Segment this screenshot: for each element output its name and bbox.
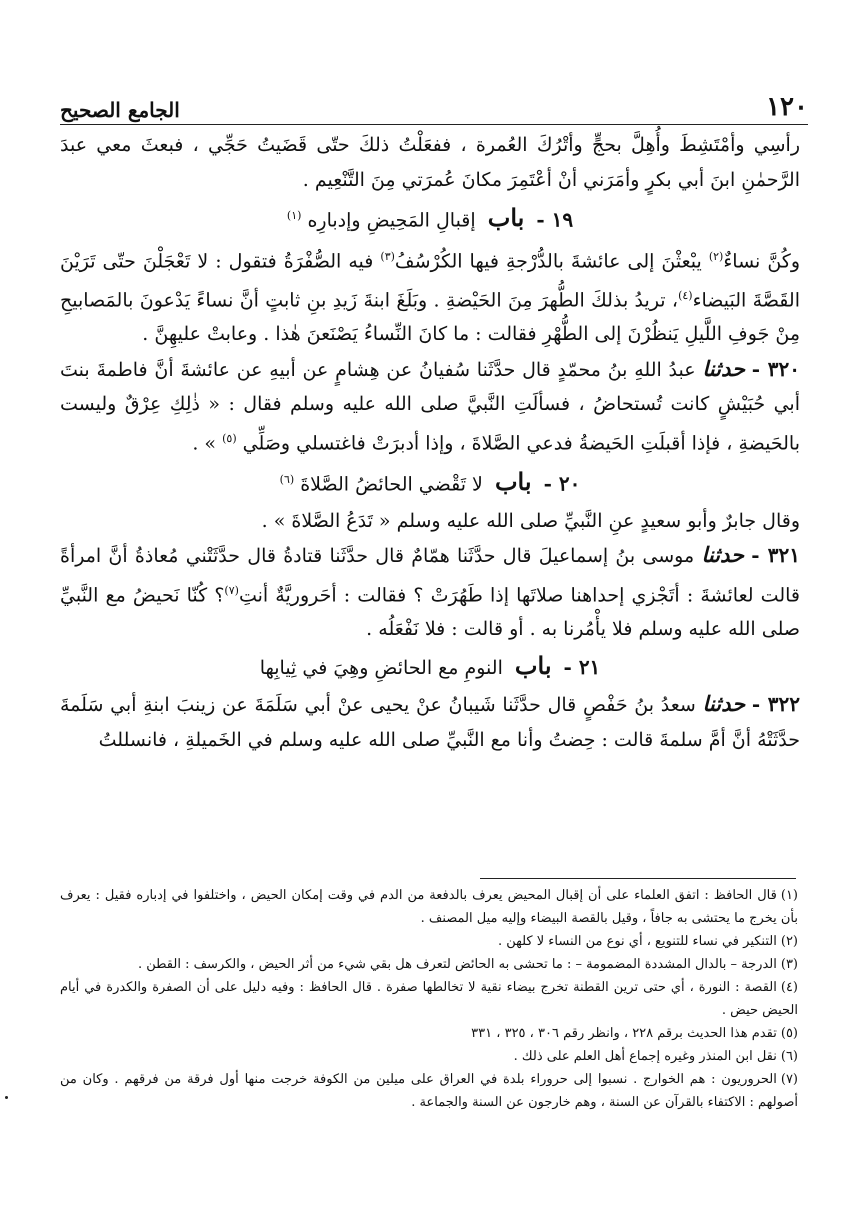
footnote	[60, 976, 798, 1022]
footnote-ref: (٢)	[708, 249, 724, 263]
hadith-number: ٣٢٠ -	[751, 356, 800, 381]
chapter-heading-20	[60, 463, 800, 502]
footnote-ref: (٥)	[222, 431, 237, 445]
hadith-321: ٣٢١ - حدثنا موسى بنُ إسماعيلَ قال حدَّثَنا همّامٌ قال حدَّثَنا قتادةُ قال حدَّثَتْني مُعاذةُ أنَّ امرأةً قالت لعائشةَ : أتَجْزي إحداهنا صلاتَها إذا طَهُرَتْ ؟ فقالت : أحَروريَّةٌ أنتِ$^{(٧)}$؟ كُنّا نَحيضُ مع النَّبيِّ صلى الله عليه وسلم فلا يأْمُرنا به . أو قالت : فلا نَفْعَلُه .	[60, 542, 801, 641]
footnote-text: التنكير في نساء للتنويع ، أي نوع من النساء لا كلهن .	[497, 934, 777, 949]
footnote	[60, 1045, 798, 1068]
chapter-label: باب	[494, 467, 532, 497]
chapter-label: باب	[514, 650, 552, 680]
footnote	[60, 930, 798, 953]
footnote-text: القصة : النورة ، أي حتى ترين القطنة تخرج بيضاء نقية لا تخالطها صفرة . قال الحافظ : وفيه دليل على أن الصفرة والكدرة في أيام الحيض حيض .	[60, 980, 798, 1018]
chapter-title: النومِ مع الحائضِ وهِيَ في ثِيابِها	[259, 656, 503, 679]
footnote-text: تقدم هذا الحديث برقم ٢٢٨ ، وانظر رقم ٣٠٦ ، ٣٢٥ ، ٣٣١	[471, 1026, 777, 1041]
hadith-320: ٣٢٠ - حدثنا عبدُ اللهِ بنُ محمّدٍ قال حدَّثَنا سُفيانُ عن هِشامٍ عن أبيهِ عن عائشةَ أنَّ فاطمةَ بنتَ أبي حُبَيْشٍ كانت تُستحاضُ ، فسألَتِ النَّبيَّ صلى الله عليه وسلم فقال : « ذٰلِكِ عِرْقٌ وليست بالحَيضةِ ، فإذا أقبلَتِ الحَيضةُ فدعي الصَّلاةَ ، وإذا أدبرَتْ فاغتسلي وصَلِّي $^{(٥)}$ » .	[60, 355, 800, 455]
footnote-number: (٣)	[780, 957, 798, 972]
haddathana-label: حدثنا	[701, 542, 745, 568]
chapter-label: باب	[487, 203, 525, 233]
footnote	[60, 1022, 798, 1045]
footnotes-rule	[480, 878, 796, 879]
footnote-number: (١)	[780, 888, 798, 903]
footnote	[60, 884, 798, 930]
footnote-number: (٧)	[780, 1072, 798, 1087]
haddathana-label: حدثنا	[702, 355, 745, 381]
hadith-number: ٣٢٢ -	[751, 692, 801, 717]
footnote-number: (٤)	[780, 980, 798, 995]
haddathana-label: حدثنا	[702, 691, 746, 717]
page-number: ١٢٠	[766, 92, 808, 122]
paragraph-chapter-20: وقال جابرٌ وأبو سعيدٍ عنِ النَّبيِّ صلى الله عليه وسلم « تَدَعُ الصَّلاةَ » .	[261, 509, 800, 532]
footnote-ref: (٦)	[279, 472, 295, 486]
footnote-number: (٢)	[780, 934, 798, 949]
hadith-322: ٣٢٢ - حدثنا سعدُ بنُ حَفْصٍ قال حدَّثَنا شَيبانُ عنْ يحيى عنْ أبي سَلَمَةَ عن زينبَ ابنةِ أبي سَلَمةَ حدَّثَتْهُ أنَّ أمَّ سلمةَ قالت : حِضتُ وأنا مع النَّبيِّ صلى الله عليه وسلم في الخَميلةِ ، فانسللتُ	[60, 691, 801, 751]
footnote	[60, 1068, 798, 1114]
footnote-text: نقل ابن المنذر وغيره إجماع أهل العلم على ذلك .	[513, 1049, 777, 1064]
chapter-title: لا تَقْضي الحائضُ الصَّلاةَ	[300, 473, 483, 496]
paragraph-chapter-19: وكُنَّ نساءٌ$^{(٢)}$ يبْعثْنَ إلى عائشةَ بالدُّرْجةِ فيها الكُرْسُفُ$^{(٣)}$ فيه الصُّفْرَةُ فتقول : لا تَعْجَلْنَ حتّى تَرَيْنَ القَصَّةَ البَيضاء$^{(٤)}$، تريدُ بذلكَ الطُّهرَ مِنَ الحَيْضةِ . وبَلَغَ ابنةَ زَيدِ بنِ ثابتٍ أنَّ نساءً يَدْعونَ بالمَصابيحِ مِنْ جَوفِ اللَّيلِ يَنظُرْنَ إلى الطُّهْرِ فقالت : ما كانَ النِّساءُ يَصْنَعنَ هٰذا . وعابتْ عليهِنَّ .	[60, 249, 801, 346]
hadith-number: ٣٢١ -	[751, 543, 801, 568]
footnote-ref: (٣)	[380, 249, 395, 263]
page-header	[60, 76, 808, 122]
paragraph-continuation: رأسِي وأمْتَشِطَ وأُهِلَّ بحجٍّ وأتْرُكَ العُمرة ، ففعَلْتُ ذلكَ حتّى قَضَيتُ حَجِّي ، فبعثَ معي عبدَ الرَّحمٰنِ ابنَ أبي بكرٍ وأمَرَني أنْ أعْتَمِرَ مكانَ عُمرَتي مِنَ التَّنْعِيم .	[60, 134, 800, 191]
footnote-ref: (٤)	[678, 288, 693, 302]
footnote-ref: (٧)	[224, 583, 239, 597]
chapter-number: ٢١ -	[563, 654, 601, 679]
footnote-text: قال الحافظ : اتفق العلماء على أن إقبال المحيض يعرف بالدفعة من الدم في وقت إمكان الحيض ، واختلفوا في إدباره فقيل : يعرف بأن يخرج ما يحتشى به جافاً ، وقيل بالقصة البيضاء وإليه ميل المصنف .	[60, 888, 798, 926]
footnote-text: الدرجة – بالدال المشددة المضمومة – : ما تحشى به الحائض لتعرف هل بقي شيء من أثر الحيض ، والكرسف : القطن .	[137, 957, 777, 972]
header-rule	[60, 124, 808, 125]
footnote-ref: (١)	[286, 209, 302, 222]
footnote-text: الحروريون : هم الخوارج . نسبوا إلى حروراء بلدة في العراق على ميلين من الكوفة خرجت منها أول فرقة من فرقهم . وكان من أصولهم : الاكتفاء بالقرآن عن السنة ، وهم خارجون عن السنة والجماعة .	[60, 1072, 798, 1110]
chapter-title: إقبالِ المَحِيضِ وإدبارِه	[307, 209, 476, 232]
footnote-number: (٦)	[780, 1049, 798, 1064]
main-text	[60, 128, 800, 757]
footnote	[60, 953, 798, 976]
chapter-heading-19	[60, 199, 800, 238]
chapter-number: ٢٠ -	[543, 471, 581, 496]
footnotes	[60, 884, 798, 1114]
scan-speck	[5, 1096, 8, 1099]
book-title: الجامع الصحيح	[60, 98, 180, 122]
chapter-number: ١٩ -	[536, 207, 574, 232]
chapter-heading-21	[60, 649, 800, 686]
footnote-number: (٥)	[780, 1026, 798, 1041]
